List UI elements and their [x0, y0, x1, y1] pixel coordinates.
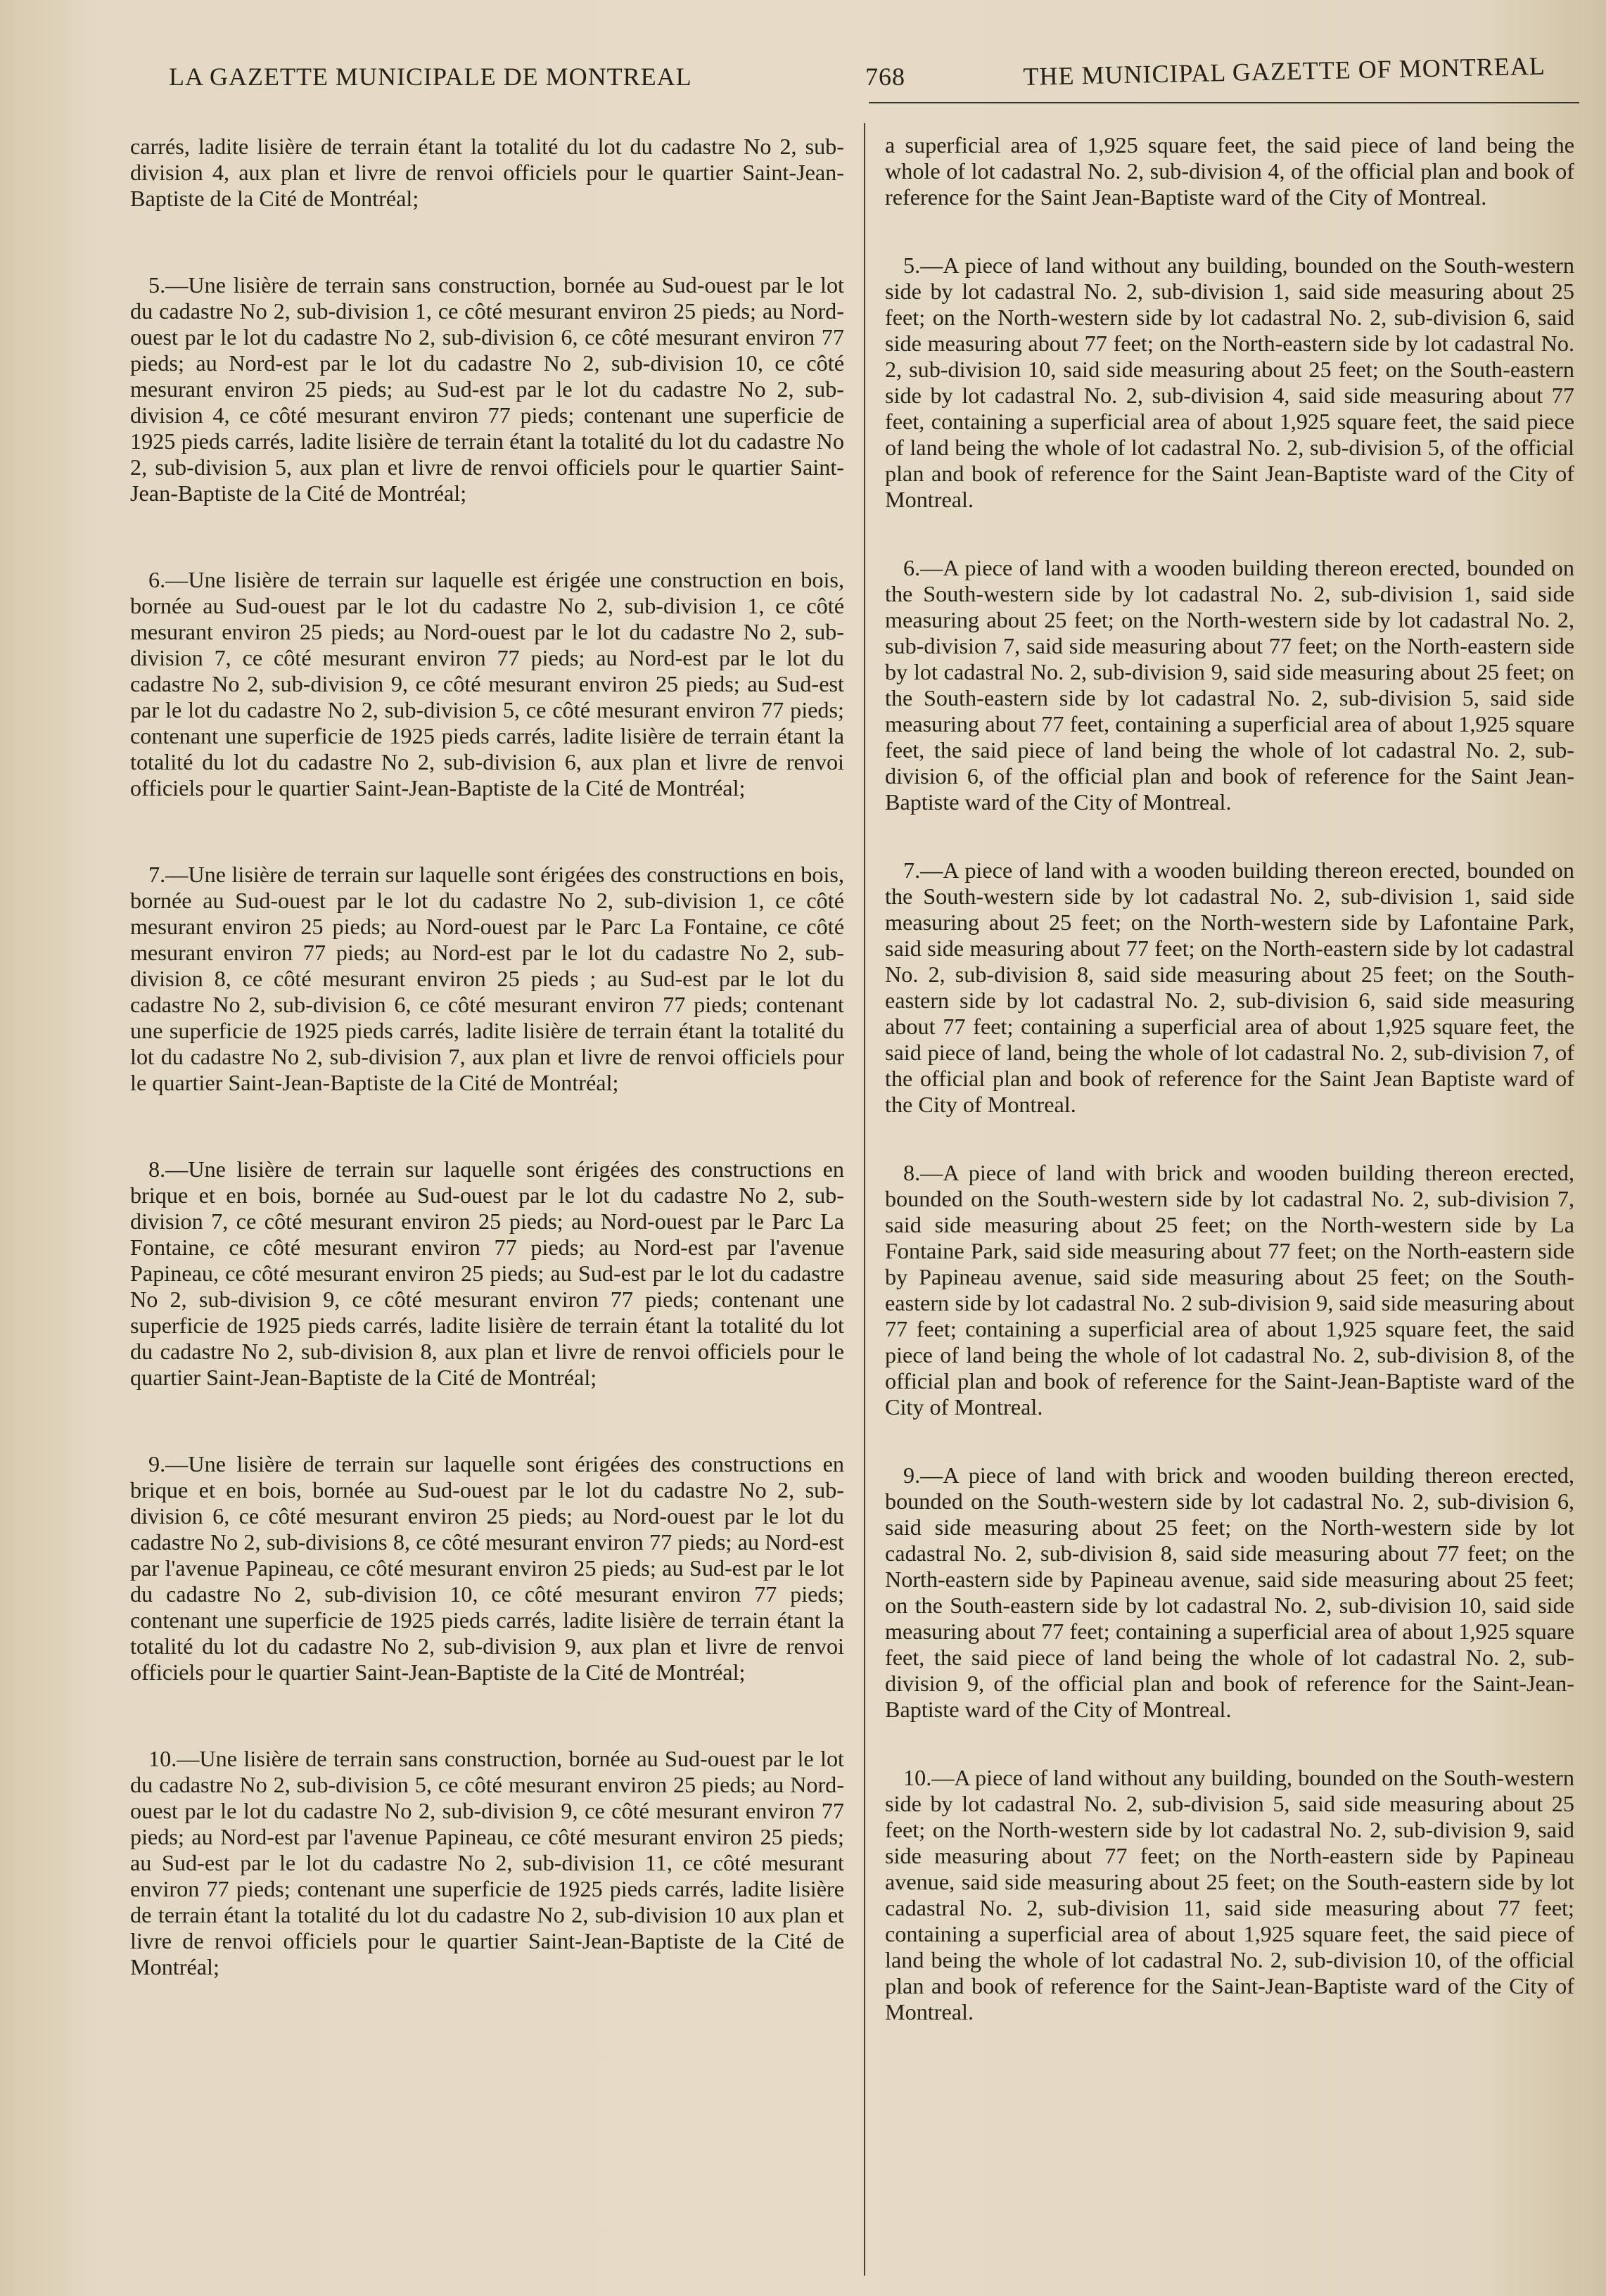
french-paragraph-7: 7.—Une lisière de terrain sur laquelle sont érigées des constructions en bois, bornée au Sud-ouest par le lot du cadastre No 2, sub-division 1, ce côté mesurant environ 25 pieds; au Nord-ouest par le Parc La Fontaine, ce côté mesurant environ 77 pieds; au Nord-est par le lot du cadastre No 2, sub-division 8, ce côté mesurant environ 25 pieds ; au Sud-est par le lot du cadastre No 2, sub-division 6, ce côté mesurant environ 77 pieds; contenant une superficie de 1925 pieds carrés, ladite lisière de terrain étant la totalité du lot du cadastre No 2, sub-division 7, aux plan et livre de renvoi officiels pour le quartier Saint-Jean-Baptiste de la Cité de Montréal;	[130, 862, 844, 1095]
french-paragraph-6: 6.—Une lisière de terrain sur laquelle est érigée une construction en bois, bornée au Sud-ouest par le lot du cadastre No 2, sub-division 1, ce côté mesurant environ 25 pieds; au Nord-ouest par le lot du cadastre No 2, sub-division 7, ce côté mesurant environ 77 pieds; au Nord-est par le lot du cadastre No 2, sub-division 9, ce côté mesurant environ 25 pieds; au Sud-est par le lot du cadastre No 2, sub-division 5, ce côté mesurant environ 77 pieds; contenant une superficie de 1925 pieds carrés, ladite lisière de terrain étant la totalité du lot du cadastre No 2, sub-division 6, aux plan et livre de renvoi officiels pour le quartier Saint-Jean-Baptiste de la Cité de Montréal;	[130, 567, 844, 801]
header-english-title: THE MUNICIPAL GAZETTE OF MONTREAL	[1023, 51, 1546, 91]
header-rule	[869, 102, 1579, 103]
header-french-title: LA GAZETTE MUNICIPALE DE MONTREAL	[169, 63, 692, 91]
french-paragraph-8: 8.—Une lisière de terrain sur laquelle sont érigées des constructions en brique et en bois, bornée au Sud-ouest par le lot du cadastre No 2, sub-division 7, ce côté mesurant environ 25 pieds; au Nord-ouest par le Parc La Fontaine, ce côté mesurant environ 77 pieds; au Nord-est par l'avenue Papineau, ce côté mesurant environ 25 pieds; au Sud-est par le lot du cadastre No 2, sub-division 9, ce côté mesurant environ 77 pieds; contenant une superficie de 1925 pieds carrés, ladite lisière de terrain étant la totalité du lot du cadastre No 2, sub-division 8, aux plan et livre de renvoi officiels pour le quartier Saint-Jean-Baptiste de la Cité de Montréal;	[130, 1156, 844, 1390]
french-paragraph-9: 9.—Une lisière de terrain sur laquelle sont érigées des constructions en brique et en bois, bornée au Sud-ouest par le lot du cadastre No 2, sub-division 6, ce côté mesurant environ 25 pieds; au Nord-ouest par le lot du cadastre No 2, sub-divisions 8, ce côté mesurant environ 77 pieds; au Nord-est par l'avenue Papineau, ce côté mesurant environ 25 pieds; au Sud-est par le lot du cadastre No 2, sub-division 10, ce côté mesurant environ 77 pieds; contenant une superficie de 1925 pieds carrés, ladite lisière de terrain étant la totalité du lot du cadastre No 2, sub-division 9, aux plan et livre de renvoi officiels pour le quartier Saint-Jean-Baptiste de la Cité de Montréal;	[130, 1451, 844, 1685]
english-paragraph-8: 8.—A piece of land with brick and wooden building thereon erected, bounded on the South-western side by lot cadastral No. 2, sub-division 7, said side measuring about 25 feet; on the North-western side by La Fontaine Park, said side measuring about 77 feet; on the North-eastern side by Papineau avenue, said side measuring about 25 feet; on the South-eastern side by lot cadastral No. 2 sub-division 9, said side measuring about 77 feet; containing a superficial area of about 1,925 square feet, the said piece of land being the whole of lot cadastral No. 2, sub-division 8, of the official plan and book of reference for the Saint-Jean-Baptiste ward of the City of Montreal.	[885, 1160, 1574, 1420]
english-paragraph-6: 6.—A piece of land with a wooden building thereon erected, bounded on the South-western side by lot cadastral No. 2, sub-division 1, said side measuring about 25 feet; on the North-western side by lot cadastral No. 2, sub-division 7, said side measuring about 77 feet; on the North-eastern side by lot cadastral No. 2, sub-division 9, said side measuring about 25 feet; on the South-eastern side by lot cadastral No. 2, sub-division 5, said side measuring about 77 feet, containing a superficial area of about 1,925 square feet, the said piece of land being the whole of lot cadastral No. 2, sub-division 6, of the official plan and book of reference for the Saint Jean-Baptiste ward of the City of Montreal.	[885, 555, 1574, 815]
french-paragraph-10: 10.—Une lisière de terrain sans construction, bornée au Sud-ouest par le lot du cadastre No 2, sub-division 5, ce côté mesurant environ 25 pieds; au Nord-ouest par le lot du cadastre No 2, sub-division 9, ce côté mesurant environ 77 pieds; au Nord-est par l'avenue Papineau, ce côté mesurant environ 25 pieds; au Sud-est par le lot du cadastre No 2, sub-division 11, ce côté mesurant environ 77 pieds; contenant une superficie de 1925 pieds carrés, ladite lisière de terrain étant la totalité du lot du cadastre No 2, sub-division 10 aux plan et livre de renvoi officiels pour le quartier Saint-Jean-Baptiste de la Cité de Montréal;	[130, 1746, 844, 1979]
english-paragraph-5: 5.—A piece of land without any building, bounded on the South-western side by lot cadastral No. 2, sub-division 1, said side measuring about 25 feet; on the North-western side by lot cadastral No. 2, sub-division 6, said side measuring about 77 feet; on the North-eastern side by lot cadastral No. 2, sub-division 10, said side measuring about 25 feet; on the South-eastern side by lot cadastral No. 2, sub-division 4, said side measuring about 77 feet, containing a superficial area of about 1,925 square feet, the said piece of land being the whole of lot cadastral No. 2, sub-division 5, of the official plan and book of reference for the Saint Jean-Baptiste ward of the City of Montreal.	[885, 253, 1574, 512]
page-number: 768	[865, 63, 905, 91]
page-header	[169, 51, 1578, 104]
english-paragraph-4-continued: a superficial area of 1,925 square feet, the said piece of land being the whole of lot cadastral No. 2, sub-division 4, of the official plan and book of reference for the Saint Jean-Baptiste ward of the City of Montreal.	[885, 132, 1574, 210]
english-column	[885, 132, 1574, 2067]
french-paragraph-4-continued: carrés, ladite lisière de terrain étant la totalité du lot du cadastre No 2, sub-division 4, aux plan et livre de renvoi officiels pour le quartier Saint-Jean-Baptiste de la Cité de Montréal;	[130, 134, 844, 211]
french-paragraph-5: 5.—Une lisière de terrain sans construction, bornée au Sud-ouest par le lot du cadastre No 2, sub-division 1, ce côté mesurant environ 25 pieds; au Nord-ouest par le lot du cadastre No 2, sub-division 6, ce côté mesurant environ 77 pieds; au Nord-est par le lot du cadastre No 2, sub-division 10, ce côté mesurant environ 25 pieds; au Sud-est par le lot du cadastre No 2, sub-division 4, ce côté mesurant environ 77 pieds; contenant une superficie de 1925 pieds carrés, ladite lisière de terrain étant la totalité du lot du cadastre No 2, sub-division 5, aux plan et livre de renvoi officiels pour le quartier Saint-Jean-Baptiste de la Cité de Montréal;	[130, 272, 844, 506]
english-paragraph-10: 10.—A piece of land without any building, bounded on the South-western side by lot cadastral No. 2, sub-division 5, said side measuring about 25 feet; on the North-western side by lot cadastral No. 2, sub-division 9, said side measuring about 77 feet; on the North-eastern side by Papineau avenue, said side measuring about 25 feet; on the South-eastern side by lot cadastral No. 2, sub-division 11, said side measuring about 77 feet; containing a superficial area of about 1,925 square feet, the said piece of land being the whole of lot cadastral No. 2, sub-division 10, of the official plan and book of reference for the Saint-Jean-Baptiste ward of the City of Montreal.	[885, 1765, 1574, 2024]
english-paragraph-7: 7.—A piece of land with a wooden building thereon erected, bounded on the South-western side by lot cadastral No. 2, sub-division 1, said side measuring about 25 feet; on the North-western side by Lafontaine Park, said side measuring about 77 feet; on the North-eastern side by lot cadastral No. 2, sub-division 8, said side measuring about 25 feet; on the South-eastern side by lot cadastral No. 2, sub-division 6, said side measuring about 77 feet; containing a superficial area of about 1,925 square feet, the said piece of land, being the whole of lot cadastral No. 2, sub-division 7, of the official plan and book of reference for the Saint Jean Baptiste ward of the City of Montreal.	[885, 857, 1574, 1117]
french-column	[130, 134, 844, 2041]
column-divider	[864, 123, 865, 2276]
english-paragraph-9: 9.—A piece of land with brick and wooden building thereon erected, bounded on the South-western side by lot cadastral No. 2, sub-division 6, said side measuring about 25 feet; on the North-western side by lot cadastral No. 2, sub-division 8, said side measuring about 77 feet; on the North-eastern side by Papineau avenue, said side measuring about 25 feet; on the South-eastern side by lot cadastral No. 2, sub-division 10, said side measuring about 77 feet; containing a superficial area of about 1,925 square feet, the said piece of land being the whole of lot cadastral No. 2, sub-division 9, of the official plan and book of reference for the Saint-Jean-Baptiste ward of the City of Montreal.	[885, 1462, 1574, 1722]
